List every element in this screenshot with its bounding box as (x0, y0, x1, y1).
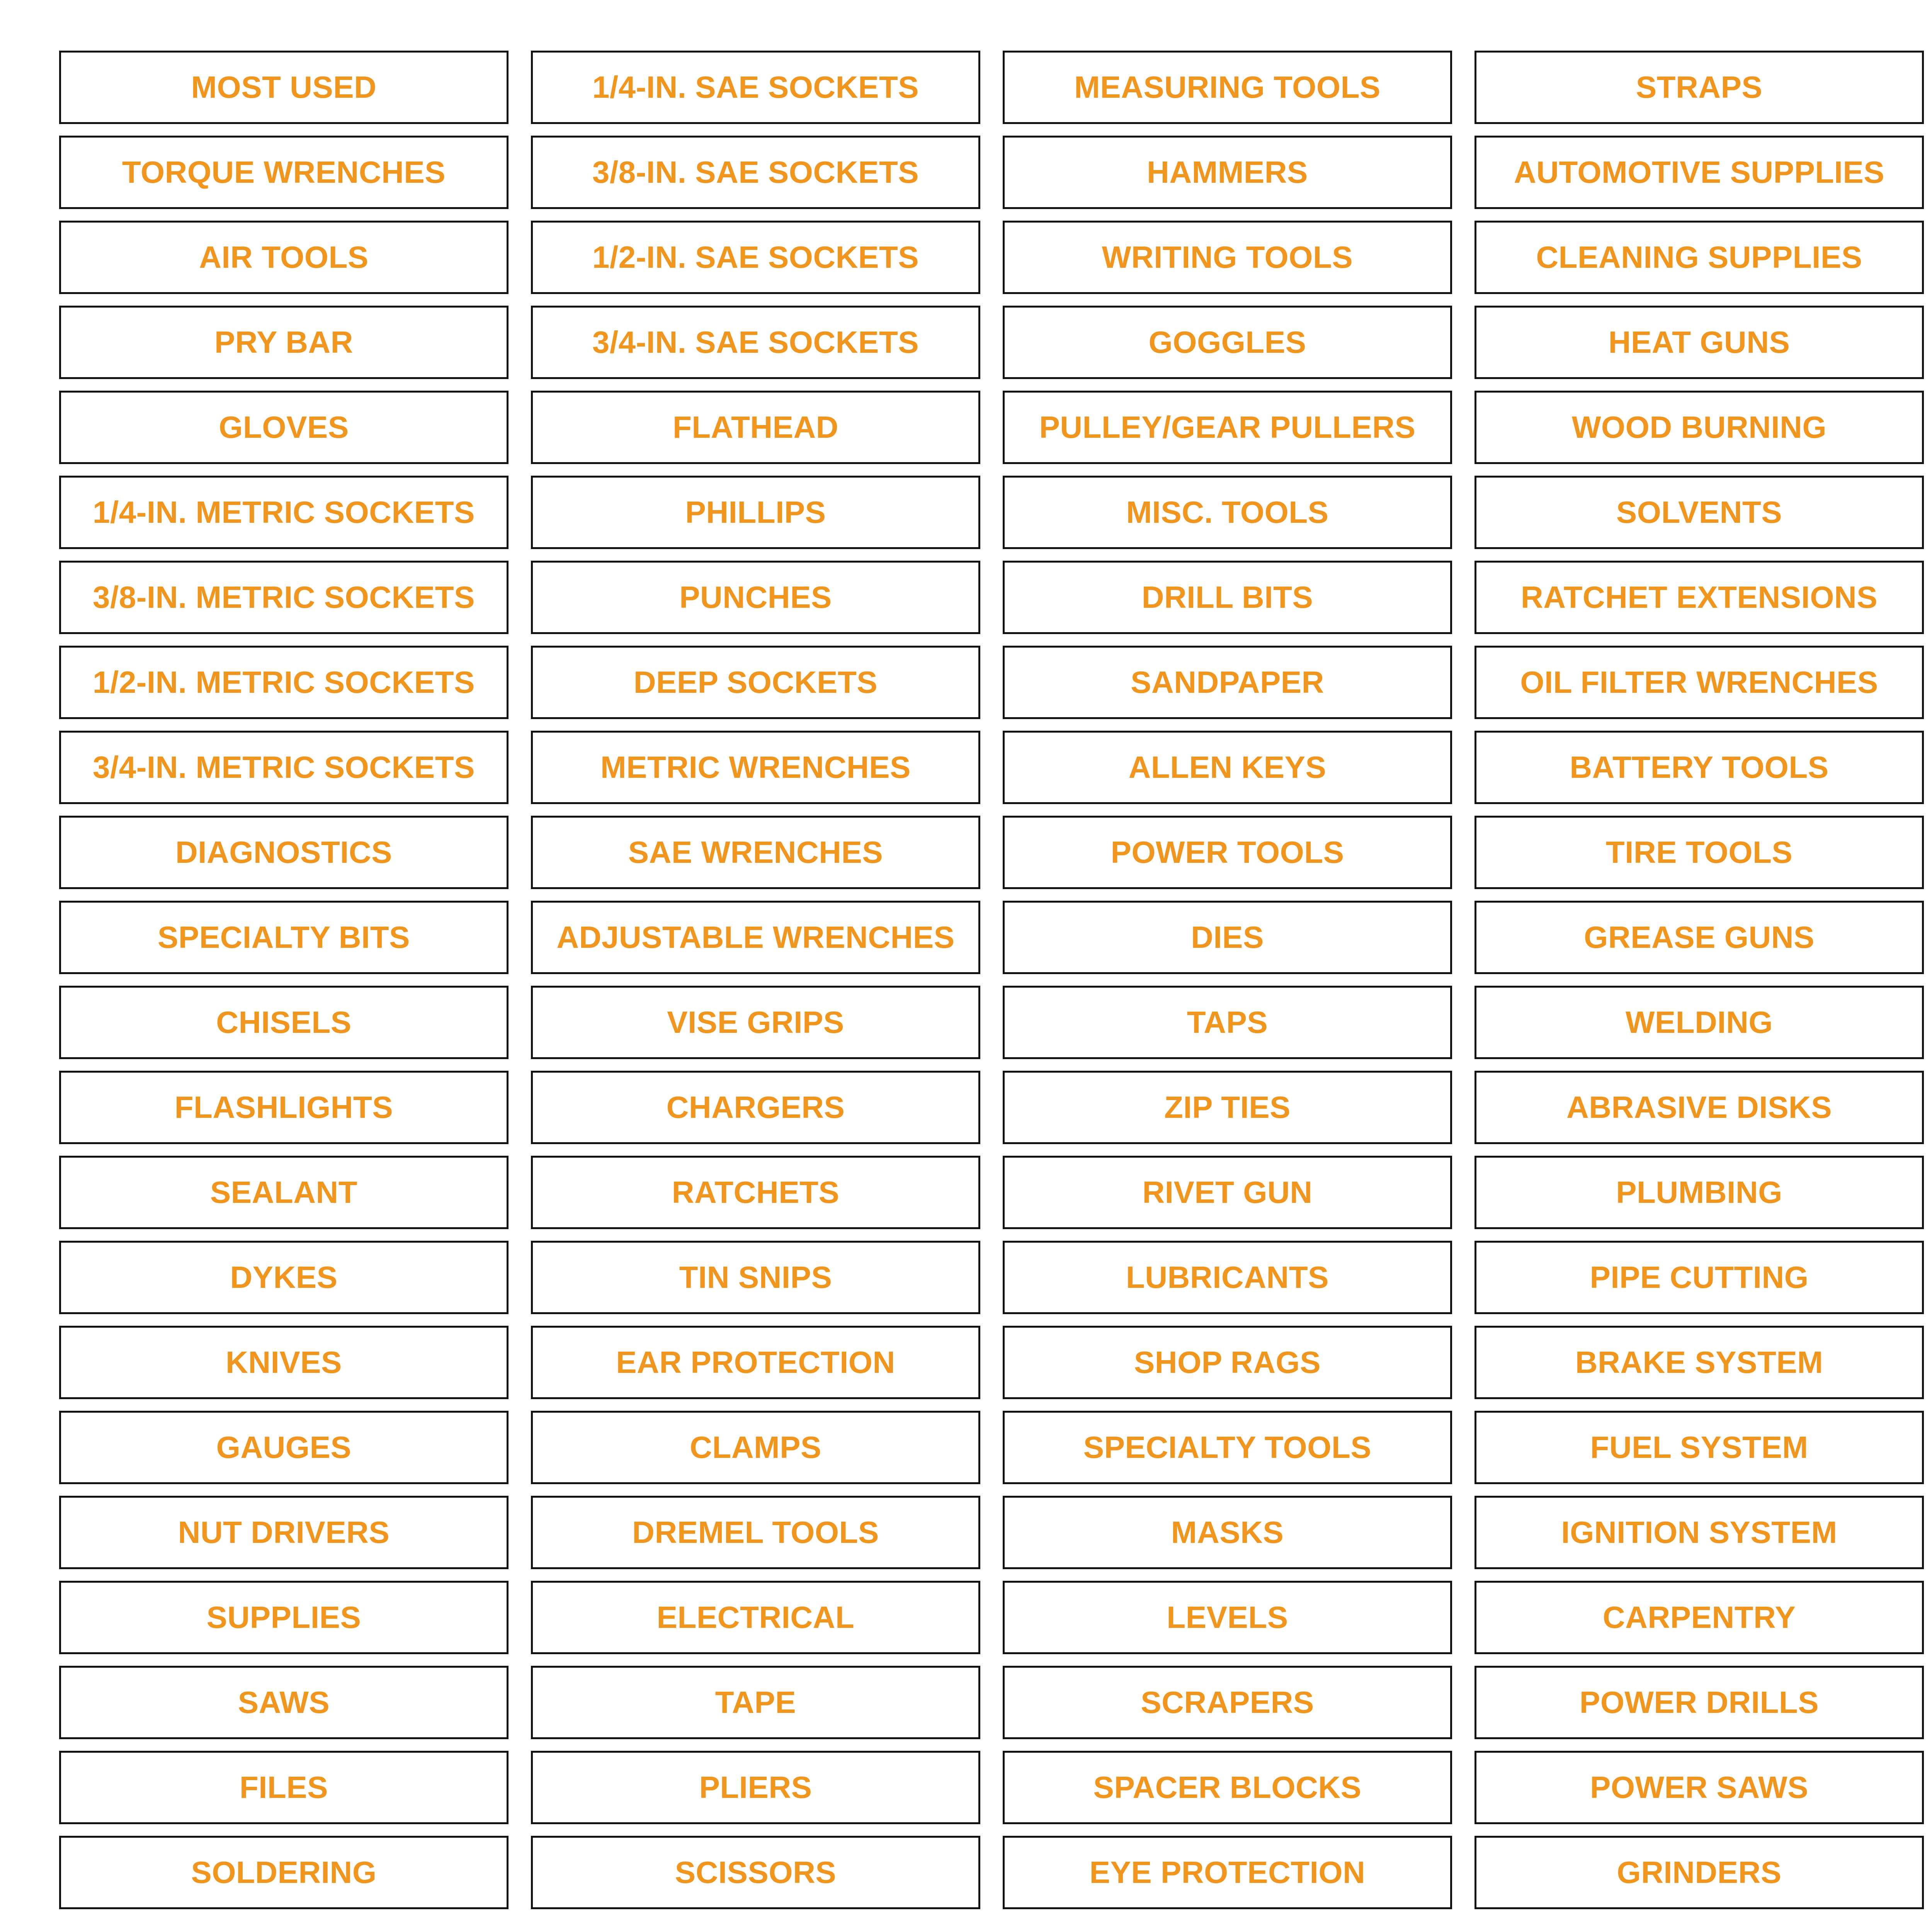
label-text: MOST USED (191, 70, 377, 104)
label-box (1003, 1751, 1452, 1824)
label-box (59, 646, 509, 719)
label-text: GLOVES (219, 410, 349, 444)
label-text: IGNITION SYSTEM (1561, 1515, 1837, 1549)
label-box (531, 816, 980, 889)
label-box (59, 221, 509, 294)
label-box (1475, 816, 1924, 889)
label-text: PRY BAR (214, 325, 354, 359)
label-text: ALLEN KEYS (1128, 750, 1327, 784)
label-box (59, 136, 509, 209)
label-box (531, 1241, 980, 1314)
label-text: SAWS (238, 1685, 330, 1719)
label-box (531, 561, 980, 634)
label-box (531, 1836, 980, 1909)
label-box (1003, 476, 1452, 549)
label-text: ZIP TIES (1164, 1090, 1291, 1124)
label-text: 3/8-IN. METRIC SOCKETS (93, 580, 475, 614)
label-box (1003, 306, 1452, 379)
label-text: BATTERY TOOLS (1570, 750, 1829, 784)
label-text: TIN SNIPS (679, 1260, 832, 1294)
label-box (531, 306, 980, 379)
label-text: AUTOMOTIVE SUPPLIES (1514, 155, 1885, 189)
label-text: WRITING TOOLS (1102, 240, 1353, 274)
label-column (531, 51, 980, 1909)
label-box (1475, 221, 1924, 294)
label-text: CHISELS (216, 1005, 352, 1039)
label-text: 1/2-IN. SAE SOCKETS (592, 240, 919, 274)
label-text: GOGGLES (1148, 325, 1306, 359)
label-box (1475, 391, 1924, 464)
label-box (59, 476, 509, 549)
label-box (1475, 136, 1924, 209)
label-text: MEASURING TOOLS (1074, 70, 1381, 104)
label-text: METRIC WRENCHES (600, 750, 911, 784)
label-box (59, 1496, 509, 1569)
label-box (531, 986, 980, 1059)
label-text: HEAT GUNS (1608, 325, 1790, 359)
label-box (1003, 1156, 1452, 1229)
label-text: VISE GRIPS (667, 1005, 844, 1039)
label-text: RATCHET EXTENSIONS (1520, 580, 1878, 614)
label-box (1003, 1411, 1452, 1484)
label-text: CLAMPS (690, 1430, 821, 1464)
label-box (1003, 1666, 1452, 1739)
label-text: SEALANT (210, 1175, 358, 1209)
label-text: EAR PROTECTION (616, 1345, 895, 1379)
label-box (59, 561, 509, 634)
label-box (59, 1836, 509, 1909)
label-text: 3/8-IN. SAE SOCKETS (592, 155, 919, 189)
label-text: TIRE TOOLS (1605, 835, 1793, 869)
label-box (1003, 391, 1452, 464)
label-text: DIES (1191, 920, 1264, 954)
label-column (1003, 51, 1452, 1909)
label-box (1475, 306, 1924, 379)
label-text: RATCHETS (672, 1175, 840, 1209)
label-box (531, 1751, 980, 1824)
label-box (1003, 561, 1452, 634)
label-box (59, 1751, 509, 1824)
label-box (1475, 476, 1924, 549)
label-box (59, 1241, 509, 1314)
label-box (1475, 1496, 1924, 1569)
label-text: 1/4-IN. METRIC SOCKETS (93, 495, 475, 529)
label-text: 3/4-IN. METRIC SOCKETS (93, 750, 475, 784)
label-text: PUNCHES (679, 580, 832, 614)
label-text: POWER DRILLS (1579, 1685, 1819, 1719)
label-box (1003, 1836, 1452, 1909)
label-text: TAPE (715, 1685, 796, 1719)
label-text: GREASE GUNS (1584, 920, 1815, 954)
label-text: STRAPS (1636, 70, 1763, 104)
label-box (1475, 51, 1924, 124)
label-text: GAUGES (216, 1430, 352, 1464)
label-box (531, 1496, 980, 1569)
label-text: TAPS (1187, 1005, 1268, 1039)
label-box (59, 901, 509, 974)
label-text: PIPE CUTTING (1590, 1260, 1809, 1294)
label-text: DIAGNOSTICS (175, 835, 393, 869)
label-text: BRAKE SYSTEM (1575, 1345, 1823, 1379)
label-box (59, 731, 509, 804)
label-text: RIVET GUN (1142, 1175, 1313, 1209)
label-text: FLASHLIGHTS (174, 1090, 393, 1124)
label-text: SPECIALTY TOOLS (1083, 1430, 1372, 1464)
label-text: SOLDERING (191, 1855, 377, 1889)
label-text: 3/4-IN. SAE SOCKETS (592, 325, 919, 359)
label-text: LEVELS (1167, 1600, 1288, 1634)
label-box (531, 1071, 980, 1144)
label-text: DRILL BITS (1141, 580, 1313, 614)
label-box (531, 1666, 980, 1739)
label-text: CARPENTRY (1602, 1600, 1796, 1634)
label-box (59, 1411, 509, 1484)
label-box (59, 816, 509, 889)
label-text: SUPPLIES (206, 1600, 361, 1634)
label-box (1475, 1411, 1924, 1484)
label-box (59, 1581, 509, 1654)
label-text: LUBRICANTS (1126, 1260, 1329, 1294)
label-box (1475, 901, 1924, 974)
label-box (1003, 1241, 1452, 1314)
label-text: HAMMERS (1147, 155, 1308, 189)
label-text: MISC. TOOLS (1126, 495, 1329, 529)
label-text: POWER SAWS (1590, 1770, 1809, 1804)
label-box (59, 391, 509, 464)
label-text: SOLVENTS (1616, 495, 1782, 529)
label-box (531, 221, 980, 294)
label-text: SPACER BLOCKS (1093, 1770, 1362, 1804)
label-text: FUEL SYSTEM (1590, 1430, 1808, 1464)
label-text: ABRASIVE DISKS (1566, 1090, 1832, 1124)
label-column (59, 51, 509, 1909)
label-text: SCRAPERS (1141, 1685, 1314, 1719)
label-text: GRINDERS (1617, 1855, 1782, 1889)
label-text: ELECTRICAL (656, 1600, 855, 1634)
label-text: PHILLIPS (685, 495, 826, 529)
label-box (1475, 1326, 1924, 1399)
label-text: ADJUSTABLE WRENCHES (556, 920, 955, 954)
label-box (531, 136, 980, 209)
label-text: SANDPAPER (1131, 665, 1324, 699)
label-text: WELDING (1625, 1005, 1773, 1039)
label-box (1003, 816, 1452, 889)
label-box (531, 901, 980, 974)
label-text: CHARGERS (666, 1090, 845, 1124)
label-text: FLATHEAD (672, 410, 839, 444)
label-box (1003, 731, 1452, 804)
label-text: TORQUE WRENCHES (122, 155, 446, 189)
label-text: NUT DRIVERS (178, 1515, 390, 1549)
label-text: 1/2-IN. METRIC SOCKETS (93, 665, 475, 699)
label-box (1475, 731, 1924, 804)
label-box (1003, 1496, 1452, 1569)
label-box (59, 986, 509, 1059)
label-box (1475, 1666, 1924, 1739)
label-box (1003, 1071, 1452, 1144)
label-text: DREMEL TOOLS (632, 1515, 879, 1549)
label-box (1003, 136, 1452, 209)
label-text: OIL FILTER WRENCHES (1520, 665, 1878, 699)
label-box (531, 476, 980, 549)
label-text: SPECIALTY BITS (157, 920, 410, 954)
label-box (531, 646, 980, 719)
label-box (1475, 646, 1924, 719)
label-box (59, 306, 509, 379)
label-box (1475, 1751, 1924, 1824)
label-text: WOOD BURNING (1571, 410, 1827, 444)
label-text: PLUMBING (1616, 1175, 1782, 1209)
label-text: SHOP RAGS (1134, 1345, 1321, 1379)
label-box (1475, 1836, 1924, 1909)
label-box (531, 391, 980, 464)
label-box (531, 1411, 980, 1484)
label-box (531, 731, 980, 804)
label-column (1475, 51, 1924, 1909)
label-text: AIR TOOLS (199, 240, 369, 274)
label-box (1003, 51, 1452, 124)
label-box (1003, 221, 1452, 294)
label-box (1475, 1071, 1924, 1144)
label-text: CLEANING SUPPLIES (1536, 240, 1862, 274)
label-text: SCISSORS (675, 1855, 837, 1889)
label-box (1003, 986, 1452, 1059)
label-text: DYKES (230, 1260, 338, 1294)
label-box (1003, 646, 1452, 719)
label-text: PLIERS (699, 1770, 812, 1804)
label-box (1475, 1156, 1924, 1229)
label-box (59, 1666, 509, 1739)
label-box (1475, 561, 1924, 634)
label-text: FILES (239, 1770, 328, 1804)
label-text: MASKS (1171, 1515, 1284, 1549)
label-text: SAE WRENCHES (628, 835, 883, 869)
label-box (59, 1156, 509, 1229)
label-text: POWER TOOLS (1111, 835, 1344, 869)
label-box (531, 1581, 980, 1654)
label-box (1003, 1326, 1452, 1399)
label-box (1475, 1581, 1924, 1654)
label-box (59, 1071, 509, 1144)
label-text: KNIVES (226, 1345, 342, 1379)
label-box (531, 1156, 980, 1229)
label-box (1475, 1241, 1924, 1314)
label-box (1003, 1581, 1452, 1654)
label-box (59, 51, 509, 124)
label-text: PULLEY/GEAR PULLERS (1039, 410, 1416, 444)
label-text: EYE PROTECTION (1089, 1855, 1366, 1889)
label-box (1003, 901, 1452, 974)
label-text: DEEP SOCKETS (633, 665, 878, 699)
label-box (1475, 986, 1924, 1059)
label-text: 1/4-IN. SAE SOCKETS (592, 70, 919, 104)
label-box (531, 51, 980, 124)
label-box (59, 1326, 509, 1399)
label-box (531, 1326, 980, 1399)
